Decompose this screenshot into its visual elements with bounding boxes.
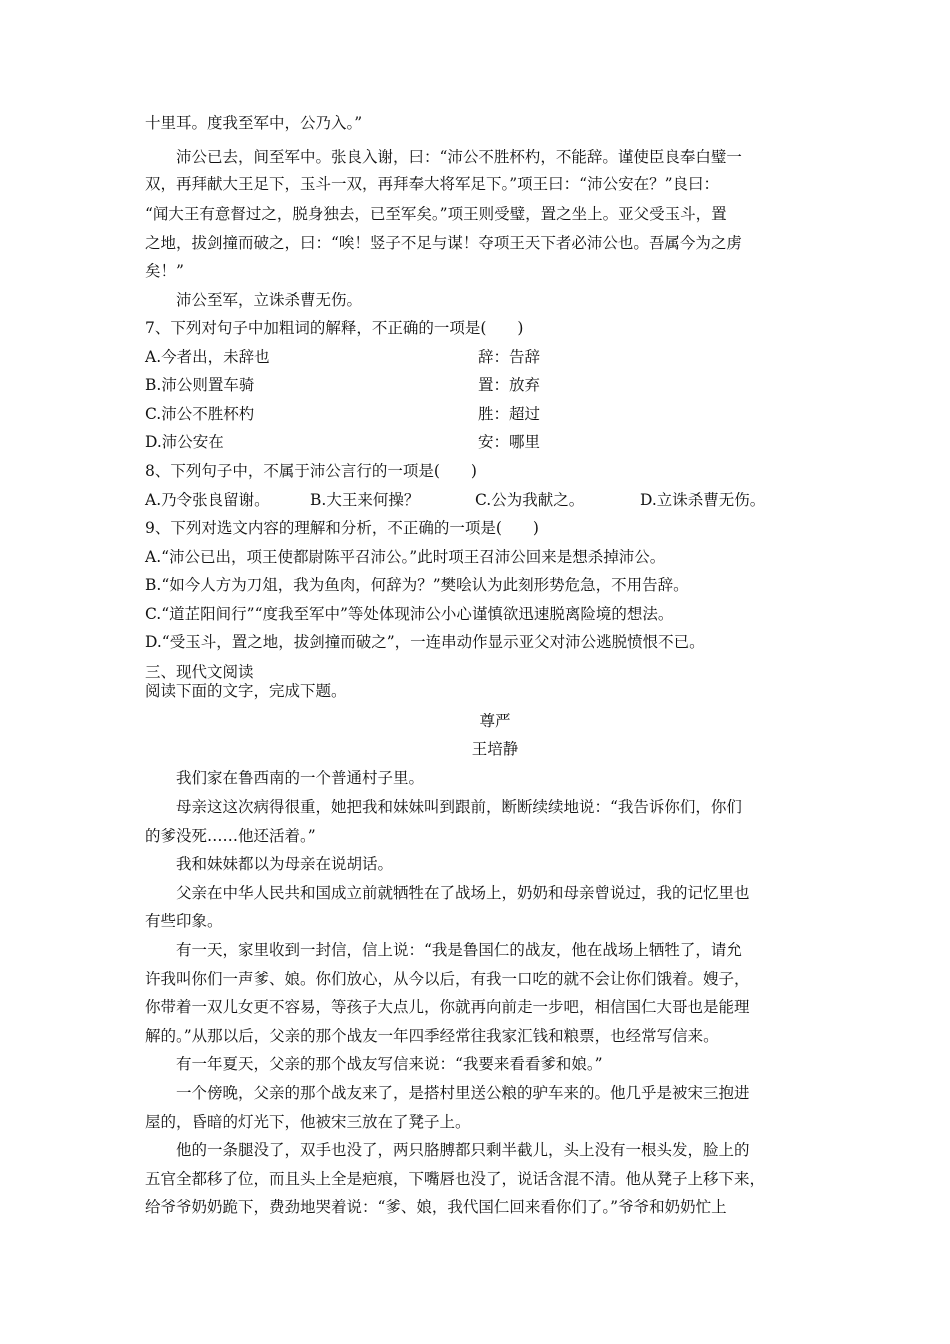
passage-line: 之地，拔剑撞而破之，曰：“唉！竖子不足与谋！夺项王天下者必沛公也。吾属今为之虏 xyxy=(145,234,742,252)
q7-option-sentence: D.沛公安在 xyxy=(145,433,224,451)
article-line: 你带着一双儿女更不容易，等孩子大点儿，你就再向前走一步吧，相信国仁大哥也是能理 xyxy=(145,998,750,1016)
article-line: 父亲在中华人民共和国成立前就牺牲在了战场上，奶奶和母亲曾说过，我的记忆里也 xyxy=(176,884,750,902)
article-line: 五官全都移了位，而且头上全是疤痕，下嘴唇也没了，说话含混不清。他从凳子上移下来， xyxy=(145,1170,766,1188)
passage-line: 十里耳。度我至军中，公乃入。” xyxy=(145,114,363,132)
q7-option-gloss: 胜：超过 xyxy=(478,405,541,423)
article-line: 我和妹妹都以为母亲在说胡话。 xyxy=(176,855,394,873)
article-line: 一个傍晚，父亲的那个战友来了，是搭村里送公粮的驴车来的。他几乎是被宋三抱进 xyxy=(176,1084,750,1102)
q7-option-gloss: 安：哪里 xyxy=(478,433,541,451)
q8-option: C.公为我献之。 xyxy=(475,491,585,509)
passage-line: 沛公已去，间至军中。张良入谢，曰：“沛公不胜杯杓，不能辞。谨使臣良奉白璧一 xyxy=(176,148,742,166)
article-line: 屋的，昏暗的灯光下，他被宋三放在了凳子上。 xyxy=(145,1113,471,1131)
q9-option: D.“受玉斗，置之地，拔剑撞而破之”，一连串动作显示亚父对沛公逃脱愤恨不已。 xyxy=(145,633,705,651)
article-line: 的爹没死……他还活着。” xyxy=(145,827,316,845)
passage-line: 双，再拜献大王足下，玉斗一双，再拜奉大将军足下。”项王曰：“沛公安在？”良曰： xyxy=(145,175,720,193)
article-line: 他的一条腿没了，双手也没了，两只胳膊都只剩半截儿，头上没有一根头发，脸上的 xyxy=(176,1141,750,1159)
article-title: 尊严 xyxy=(479,712,511,730)
q9-option: A.“沛公已出，项王使都尉陈平召沛公。”此时项王召沛公回来是想杀掉沛公。 xyxy=(145,548,666,566)
q9-option: C.“道芷阳间行”“度我至军中”等处体现沛公小心谨慎欲迅速脱离险境的想法。 xyxy=(145,605,674,623)
q7-option-sentence: B.沛公则置车骑 xyxy=(145,376,255,394)
article-line: 有些印象。 xyxy=(145,912,223,930)
article-line: 解的。”从那以后，父亲的那个战友一年四季经常往我家汇钱和粮票，也经常写信来。 xyxy=(145,1027,719,1045)
article-line: 母亲这这次病得很重，她把我和妹妹叫到跟前，断断续续地说：“我告诉你们，你们 xyxy=(176,798,742,816)
q7-option-sentence: A.今者出，未辞也 xyxy=(145,348,270,366)
article-line: 给爷爷奶奶跪下，费劲地哭着说：“爹、娘，我代国仁回来看你们了。”爷爷和奶奶忙上 xyxy=(145,1198,727,1216)
q7-option-gloss: 辞：告辞 xyxy=(478,348,541,366)
q7-option-gloss: 置：放弃 xyxy=(478,376,541,394)
article-line: 有一年夏天，父亲的那个战友写信来说：“我要来看看爹和娘。” xyxy=(176,1055,603,1073)
q8-option: B.大王来何操？ xyxy=(310,491,420,509)
question-8-stem: 8、下列句子中，不属于沛公言行的一项是( ) xyxy=(145,462,477,480)
q8-option: D.立诛杀曹无伤。 xyxy=(640,491,766,509)
passage-line: 沛公至军，立诛杀曹无伤。 xyxy=(176,291,363,309)
q9-option: B.“如今人方为刀俎，我为鱼肉，何辞为？”樊哙认为此刻形势危急，不用告辞。 xyxy=(145,576,689,594)
article-line: 许我叫你们一声爹、娘。你们放心，从今以后，有我一口吃的就不会让你们饿着。嫂子， xyxy=(145,970,750,988)
article-author: 王培静 xyxy=(471,740,519,758)
section-heading: 三、现代文阅读 xyxy=(145,663,254,681)
article-line: 有一天，家里收到一封信，信上说：“我是鲁国仁的战友，他在战场上牺牲了，请允 xyxy=(176,941,742,959)
section-instruction: 阅读下面的文字，完成下题。 xyxy=(145,682,347,700)
question-7-stem: 7、下列对句子中加粗词的解释，不正确的一项是( ) xyxy=(145,319,524,337)
article-line: 我们家在鲁西南的一个普通村子里。 xyxy=(176,769,425,787)
passage-line: “闻大王有意督过之，脱身独去，已至军矣。”项王则受璧，置之坐上。亚父受玉斗，置 xyxy=(145,205,727,223)
q8-option: A.乃令张良留谢。 xyxy=(145,491,270,509)
q7-option-sentence: C.沛公不胜杯杓 xyxy=(145,405,255,423)
passage-line: 矣！” xyxy=(145,262,184,280)
question-9-stem: 9、下列对选文内容的理解和分析，不正确的一项是( ) xyxy=(145,519,539,537)
